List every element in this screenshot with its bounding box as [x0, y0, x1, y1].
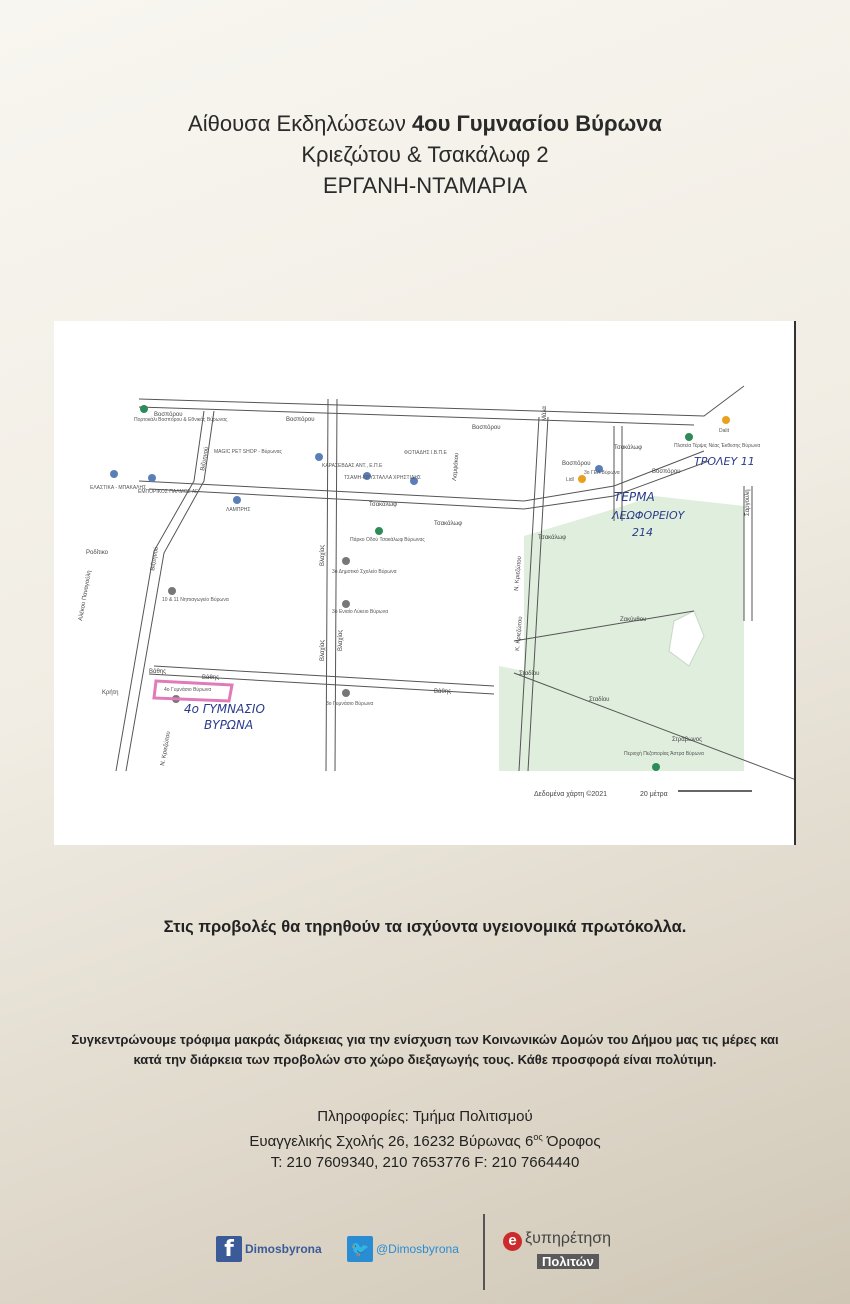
street-label: Ν. Κριεζώτου — [514, 555, 524, 592]
grey-pin — [342, 600, 350, 608]
street-label: Σαργούλη — [745, 489, 751, 516]
street-label: Βλαχίας — [320, 639, 326, 661]
map-scale-label: 20 μέτρα — [640, 791, 668, 798]
venue-address: Κριεζώτου & Τσακάλωφ 2 — [301, 142, 549, 167]
logo-e-mark: e — [503, 1232, 522, 1251]
handwritten-terma: ΤΕΡΜΑ — [614, 490, 655, 504]
street-label: Σταδίου — [519, 671, 540, 677]
map-data-credit: Δεδομένα χάρτη ©2021 — [534, 791, 607, 798]
street-label: Τσακάλωφ — [369, 502, 398, 508]
street-label: Τσακάλωφ — [614, 445, 643, 451]
food-collection-line: κατά την διάρκεια των προβολών στο χώρο διεξαγωγής τους. Κάθε προσφορά είναι πολύτιμη. — [133, 1052, 717, 1067]
grey-pin — [342, 689, 350, 697]
place-label: Περιοχή Πεζοπορίας Άστρα Βύρωνα — [624, 751, 704, 757]
place-label: ΦΩΤΙΑΔΗΣ Ι.Β.Π.Ε — [404, 450, 447, 456]
map-right-border — [794, 321, 796, 845]
street-label: Βλαχίας — [320, 544, 326, 566]
place-label: Πάρκο Οδού Τσακάλωφ Βύρωνας — [350, 537, 425, 543]
street-label: Βλαχίας — [338, 629, 344, 651]
food-collection-line: Συγκεντρώνουμε τρόφιμα μακράς διάρκειας για την ενίσχυση των Κοινωνικών Δομών του Δήμου μας τις μέρες και — [71, 1032, 779, 1047]
place-label: Πλατεία Τέρψις Νέας Έκθεσης Βύρωνα — [674, 443, 761, 449]
street-label: Σταδίου — [589, 697, 610, 703]
place-label: Dalit — [719, 428, 730, 434]
blue-pin — [148, 474, 156, 482]
green-pin — [652, 763, 660, 771]
handwritten-terma: 214 — [632, 526, 653, 539]
green-pin — [140, 405, 148, 413]
place-label: ΤΣΑΜΗ-ΚΡΥΣΤΑΛΛΑ ΧΡΗΣΤΙΔΗΣ — [344, 475, 422, 481]
green-pin — [685, 433, 693, 441]
contact-info — [0, 1106, 850, 1173]
street-label: Ροδίτικο — [86, 550, 108, 556]
street-label: Βοσπόρου — [154, 412, 183, 418]
street-label: Κ. Κριεζώτου — [515, 616, 525, 652]
handwritten-school: ΒΥΡΩΝΑ — [204, 718, 254, 732]
place-label: ΚΑΡΑΣΕΒΔΑΣ ΑΝΤ., Ε.Π.Ε — [322, 463, 383, 469]
street-label: Μάλα — [542, 406, 548, 421]
street-label: Ζακύνθου — [620, 617, 647, 623]
orange-pin — [722, 416, 730, 424]
orange-pin — [578, 475, 586, 483]
handwritten-school: 4ο ΓΥΜΝΑΣΙΟ — [184, 702, 265, 716]
logo-box: Πολιτών — [537, 1254, 599, 1269]
place-label: Πορτοκάλι Βοσπόρου & Εθνικός Βύρωνας — [134, 417, 228, 423]
venue-title: Αίθουσα Εκδηλώσεων 4ου Γυμνασίου Βύρωνα — [188, 111, 662, 136]
street-label: Βοσπόρου — [652, 469, 681, 475]
place-label: 3ο Γυμνάσιο Βύρωνα — [326, 701, 374, 707]
street-label: Τσακάλωφ — [434, 521, 463, 527]
street-label: Στράβωνος — [672, 737, 703, 743]
info-address: Ευαγγελικής Σχολής 26, 16232 Βύρωνας $6^{o\varsigma}$ Όροφος — [249, 1132, 601, 1150]
place-label: ΕΜΠΟΡΙΚΟΣ ΠΑΛΜΟΣ ΑΕ — [138, 489, 199, 495]
grey-pin — [168, 587, 176, 595]
green-pin — [375, 527, 383, 535]
street-label: Βιζυηνού — [200, 446, 211, 472]
street-label: Τσακάλωφ — [538, 535, 567, 541]
street-label: Βιζυηνού — [150, 546, 161, 572]
place-label: MAGIC PET SHOP - Βύρωνας — [214, 449, 282, 455]
street-label: Βοσπόρου — [472, 425, 501, 431]
twitter-icon: 🐦 — [347, 1236, 373, 1262]
grey-pin — [342, 557, 350, 565]
info-department: Πληροφορίες: Τμήμα Πολιτισμού — [317, 1108, 533, 1125]
street-label: Βάθης — [149, 669, 167, 675]
food-collection-text — [30, 1030, 820, 1070]
place-label: ΛΑΜΠΡΗΣ — [226, 507, 251, 513]
street-label: Βοσπόρου — [286, 417, 315, 423]
street-label: Βάθης — [202, 675, 220, 681]
place-label: 4ο Γυμνάσιο Βύρωνα — [164, 687, 212, 693]
street-label: Κρήτη — [102, 690, 119, 696]
place-label: 3ο ΓΕΛ Βύρωνα — [584, 470, 620, 476]
handwritten-trolley: ΤΡΟΛΕΥ 11 — [694, 455, 755, 468]
place-label: Lidl — [566, 477, 574, 483]
location-map — [54, 321, 796, 845]
footer-divider — [483, 1214, 485, 1290]
info-phones: Τ: 210 7609340, 210 7653776 F: 210 7664440 — [270, 1154, 580, 1171]
facebook-link[interactable] — [216, 1236, 322, 1262]
twitter-link[interactable] — [347, 1236, 459, 1262]
logo-word: ξυπηρέτηση — [525, 1230, 612, 1247]
footer — [0, 1232, 850, 1272]
street-label: Βοσπόρου — [562, 461, 591, 467]
street-label: Αλέκου Παναγούλη — [78, 569, 93, 622]
twitter-handle: @Dimosbyrona — [376, 1242, 459, 1256]
facebook-icon: f — [216, 1236, 242, 1262]
facebook-handle: Dimosbyrona — [245, 1242, 322, 1256]
place-label: 3ο Ενιαίο Λύκειο Βύρωνα — [332, 609, 389, 615]
handwritten-terma: ΛΕΩΦΟΡΕΙΟΥ — [612, 509, 685, 522]
street-label: Ν. Κριεζώτου — [160, 730, 173, 767]
place-label: 10 & 11 Νηπιαγωγείο Βύρωνα — [162, 597, 229, 603]
header — [0, 108, 850, 201]
blue-pin — [233, 496, 241, 504]
event-title: ΕΡΓΑΝΗ-ΝΤΑΜΑΡΙΑ — [322, 173, 528, 198]
health-notice: Στις προβολές θα τηρηθούν τα ισχύοντα υγειονομικά πρωτόκολλα. — [163, 918, 687, 936]
place-label: ΕΛΑΣΤΙΚΑ - ΜΠΑΚΑΛΗΣ — [90, 485, 147, 491]
blue-pin — [315, 453, 323, 461]
place-label: 3ο Δημοτικό Σχολείο Βύρωνα — [332, 569, 397, 575]
street-label: Λαμψάκου — [452, 452, 461, 482]
blue-pin — [110, 470, 118, 478]
street-label: Βάθης — [434, 689, 452, 695]
